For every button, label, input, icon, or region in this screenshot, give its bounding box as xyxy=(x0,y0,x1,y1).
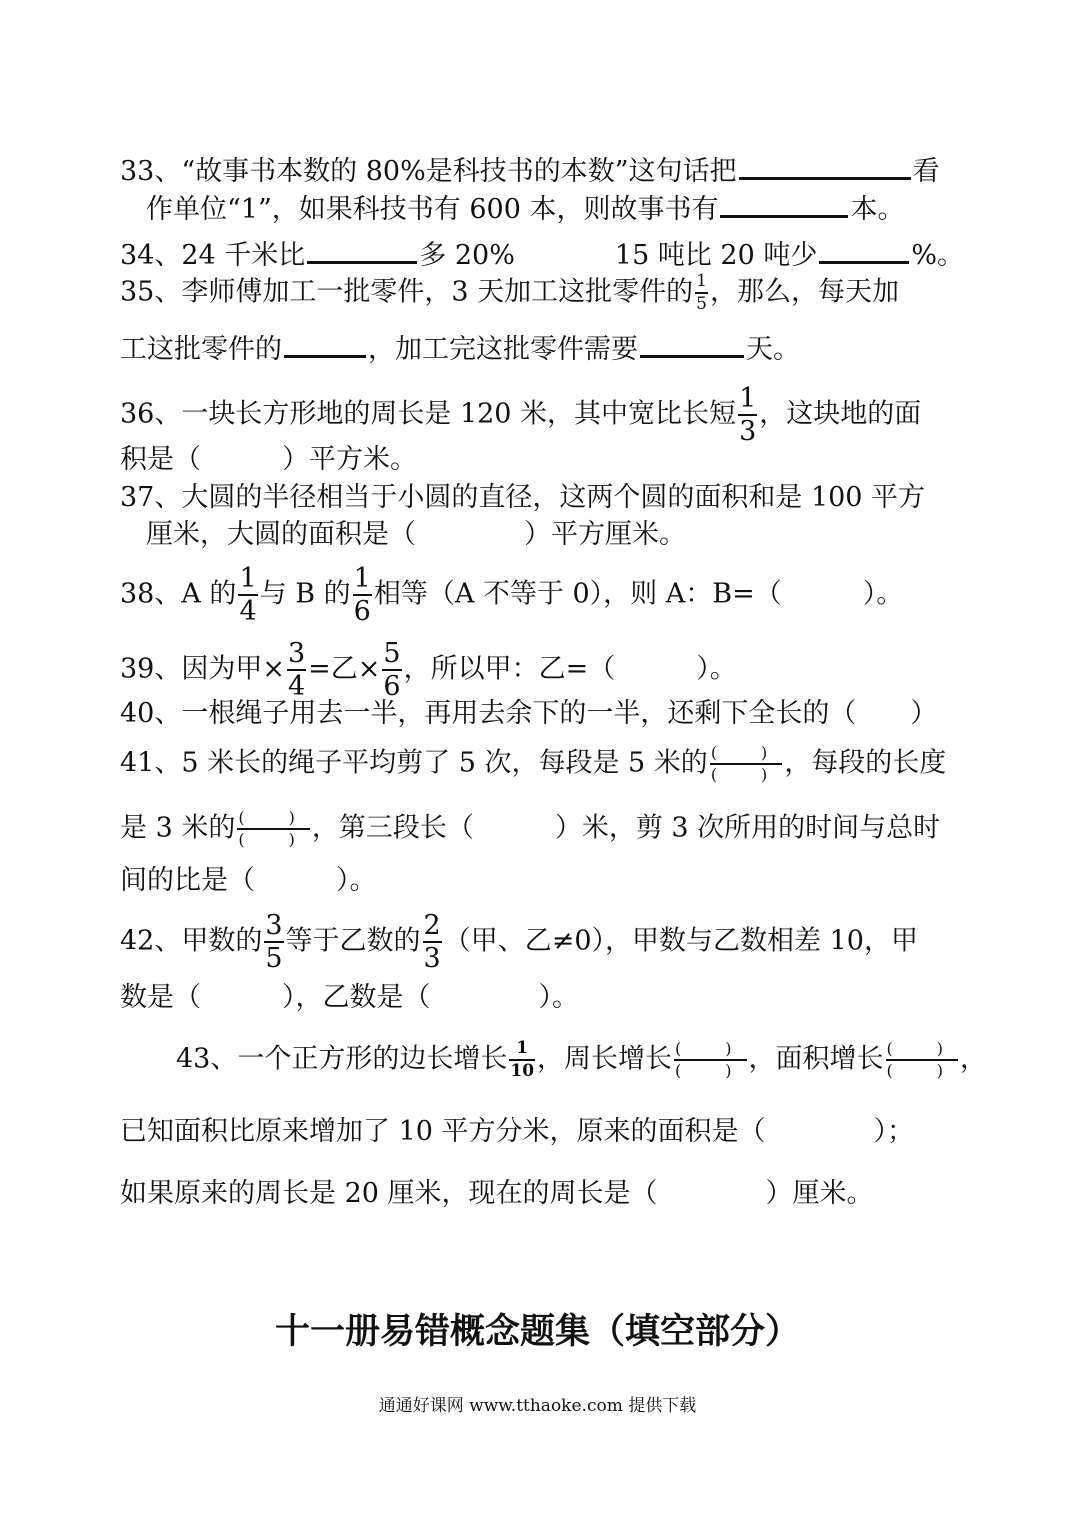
q34-blank-2[interactable] xyxy=(819,235,909,264)
q43-fraction: $\frac{1}{10}$ xyxy=(510,1038,535,1081)
q41-line2: 是 3 米的 $\frac{( )}{( )}$ ，第三段长（ ）米，剪 3 次所用的时间与总时 xyxy=(120,808,941,849)
q43-paren-fraction-1: $\frac{( )}{( )}$ xyxy=(675,1039,746,1080)
q42-line1: 42、甲数的 $\frac{3}{5}$ 等于乙数的 $\frac{2}{3}$ （甲、乙≠0），甲数与乙数相差 10，甲 xyxy=(120,910,918,974)
q39-fraction-2: $\frac{5}{6}$ xyxy=(383,638,401,702)
q41-line1: 41、5 米长的绳子平均剪了 5 次，每段是 5 米的 $\frac{( )}{( )}$ ，每段的长度 xyxy=(120,743,947,784)
q36-line1: 36、一块长方形地的周长是 120 米，其中宽比长短 $\frac{1}{3}$ ，这块地的面 xyxy=(120,383,922,447)
q36-fraction: $\frac{1}{3}$ xyxy=(739,383,757,447)
q36-line2: 积是（ ）平方米。 xyxy=(120,444,417,475)
q42-fraction-2: $\frac{2}{3}$ xyxy=(423,910,441,974)
q38-fraction-2: $\frac{1}{6}$ xyxy=(353,563,371,627)
q35-blank-1[interactable] xyxy=(284,329,366,358)
q42-fraction-1: $\frac{3}{5}$ xyxy=(265,910,283,974)
q34-blank-1[interactable] xyxy=(307,235,417,264)
q41-paren-fraction-2: $\frac{( )}{( )}$ xyxy=(238,808,309,849)
q43-line1: 43、一个正方形的边长增长 $\frac{1}{10}$ ，周长增长 $\frac{( )}{( )}$ ，面积增长 $\frac{( )}{( )}$ ， xyxy=(176,1038,988,1081)
q41-paren-fraction-1: $\frac{( )}{( )}$ xyxy=(710,743,782,784)
q43-line2: 已知面积比原来增加了 10 平方分米，原来的面积是（ ）； xyxy=(120,1116,915,1147)
q33-line1: 33、“故事书本数的 80%是科技书的本数”这句话把 看 xyxy=(120,151,940,189)
q38-fraction-1: $\frac{1}{4}$ xyxy=(239,563,257,627)
q35-line1: 35、李师傅加工一批零件，3 天加工这批零件的 $\frac{1}{5}$ ，那么，每天加 xyxy=(120,271,899,314)
q40-line: 40、一根绳子用去一半，再用去余下的一半，还剩下全长的（ ） xyxy=(120,698,938,729)
q38-line: 38、A 的 $\frac{1}{4}$ 与 B 的 $\frac{1}{6}$ 相等（A 不等于 0），则 A：B=（ ）。 xyxy=(120,563,904,627)
q34-line: 34、24 千米比 多 20% 15 吨比 20 吨少 %。 xyxy=(120,235,964,273)
q33-line2: 作单位“1”，如果科技书有 600 本，则故事书有 本。 xyxy=(146,189,904,227)
q42-line2: 数是（ ），乙数是（ ）。 xyxy=(120,982,579,1013)
q43-line3: 如果原来的周长是 20 厘米，现在的周长是（ ）厘米。 xyxy=(120,1178,874,1209)
q33-blank-1[interactable] xyxy=(739,151,911,180)
q41-line3: 间的比是（ ）。 xyxy=(120,865,377,896)
section-title: 十一册易错概念题集（填空部分） xyxy=(274,1312,800,1352)
footer-credit: 通通好课网 www.tthaoke.com 提供下载 xyxy=(378,1396,697,1416)
q39-fraction-1: $\frac{3}{4}$ xyxy=(287,638,306,702)
q33-blank-2[interactable] xyxy=(720,189,848,218)
q35-blank-2[interactable] xyxy=(640,329,744,358)
q37-line1: 37、大圆的半径相当于小圆的直径，这两个圆的面积和是 100 平方 xyxy=(120,482,926,513)
q43-paren-fraction-2: $\frac{( )}{( )}$ xyxy=(886,1039,958,1080)
q39-line: 39、因为甲× $\frac{3}{4}$ =乙× $\frac{5}{6}$ ，所以甲：乙=（ ）。 xyxy=(120,638,737,702)
q35-fraction: $\frac{1}{5}$ xyxy=(696,271,707,314)
q35-line2: 工这批零件的 ，加工完这批零件需要 天。 xyxy=(120,329,800,367)
q37-line2: 厘米，大圆的面积是（ ）平方厘米。 xyxy=(146,519,686,550)
